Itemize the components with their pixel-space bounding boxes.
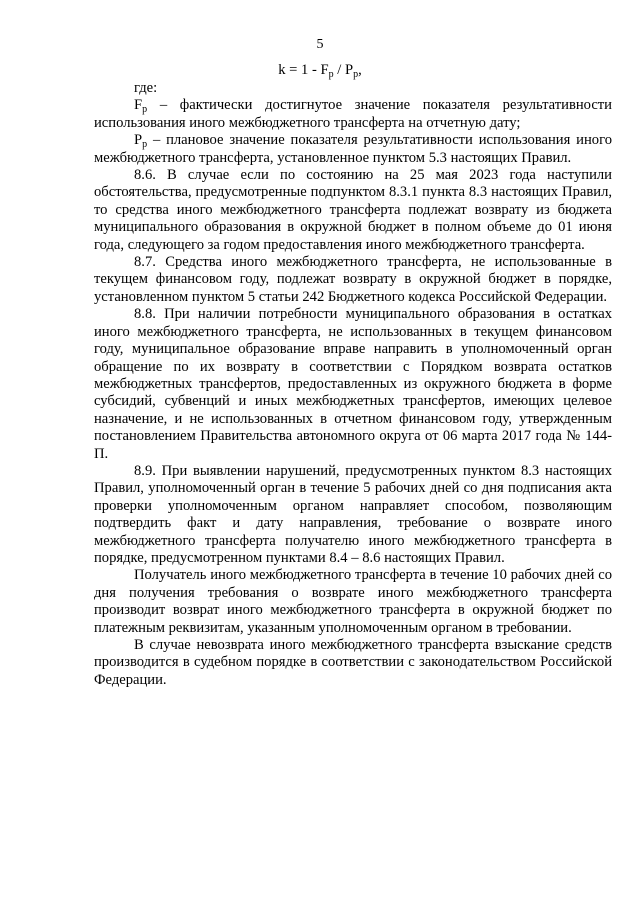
- formula-lhs: k = 1 - F: [278, 62, 329, 78]
- formula-sub-2: р: [353, 69, 359, 80]
- paragraph-non-return: В случае невозврата иного межбюджетного трансферта взыскание средств производится в судебном порядке в соответствии с законодательством Российской Федерации.: [94, 637, 612, 688]
- paragraph-recipient-return: Получатель иного межбюджетного трансферта в течение 10 рабочих дней со дня получения требования о возврате иного межбюджетного трансферта производит возврат иного межбюджетного трансферта в окружной бюджет по платежным реквизитам, указанным уполномоченным органом в требовании.: [94, 567, 612, 636]
- formula-sub-1: р: [328, 69, 334, 80]
- definition-p-text: – плановое значение показателя результативности использования иного межбюджетного трансферта, установленное пунктом 5.3 настоящих Правил.: [94, 132, 612, 166]
- definition-p-sub: р: [142, 139, 148, 151]
- formula-tail: ,: [358, 62, 362, 78]
- definition-f-text: – фактически достигнутое значение показателя результативности использования иного межбюджетного трансферта на отчетную дату;: [94, 97, 612, 131]
- paragraph-8-7: 8.7. Средства иного межбюджетного трансферта, не использованные в текущем финансовом году, подлежат возврату в окружной бюджет в порядке, установленном пунктом 5 статьи 242 Бюджетного кодекса Российской Федерации.: [94, 254, 612, 305]
- definition-f-sub: р: [142, 104, 148, 116]
- paragraph-8-6: 8.6. В случае если по состоянию на 25 мая 2023 года наступили обстоятельства, предусмотренные подпунктом 8.3.1 пункта 8.3 настоящих Правил, то средства иного межбюджетного трансферта подлежат возврату из бюджета муниципального образования в окружной бюджет в полном объеме до 01 июня года, следующего за годом предоставления иного межбюджетного трансферта.: [94, 167, 612, 253]
- where-label: где:: [134, 80, 158, 96]
- paragraph-8-9: 8.9. При выявлении нарушений, предусмотренных пунктом 8.3 настоящих Правил, уполномоченный орган в течение 5 рабочих дней со дня подписания акта проверки уполномоченным органом направляет способом, позволяющим подтвердить факт и дату направления, требование о возврате иного межбюджетного трансферта получателю иного межбюджетного трансферта в порядке, предусмотренном пунктами 8.4 – 8.6 настоящих Правил.: [94, 462, 612, 566]
- definition-p-symbol: P: [134, 132, 143, 149]
- paragraph-8-8: 8.8. При наличии потребности муниципального образования в остатках иного межбюджетного трансферта, не использованных в текущем финансовом году, муниципальное образование вправе направить в уполномоченный орган обращение по их возврату в соответствии с Порядком возврата остатков межбюджетных трансфертов, предоставленных из окружного бюджета в форме субсидий, субвенций и иных межбюджетных трансфертов, имеющих целевое назначение, и не использованных в отчетном финансовом году, утвержденным постановлением Правительства автономного округа от 06 марта 2017 года № 144-П.: [94, 306, 612, 462]
- definition-f-symbol: F: [134, 97, 143, 114]
- definition-f: [94, 97, 612, 132]
- formula: [0, 62, 640, 79]
- definition-p: [94, 132, 612, 167]
- document-body: [94, 80, 612, 689]
- formula-mid: / P: [333, 62, 354, 78]
- page-number: 5: [316, 37, 324, 52]
